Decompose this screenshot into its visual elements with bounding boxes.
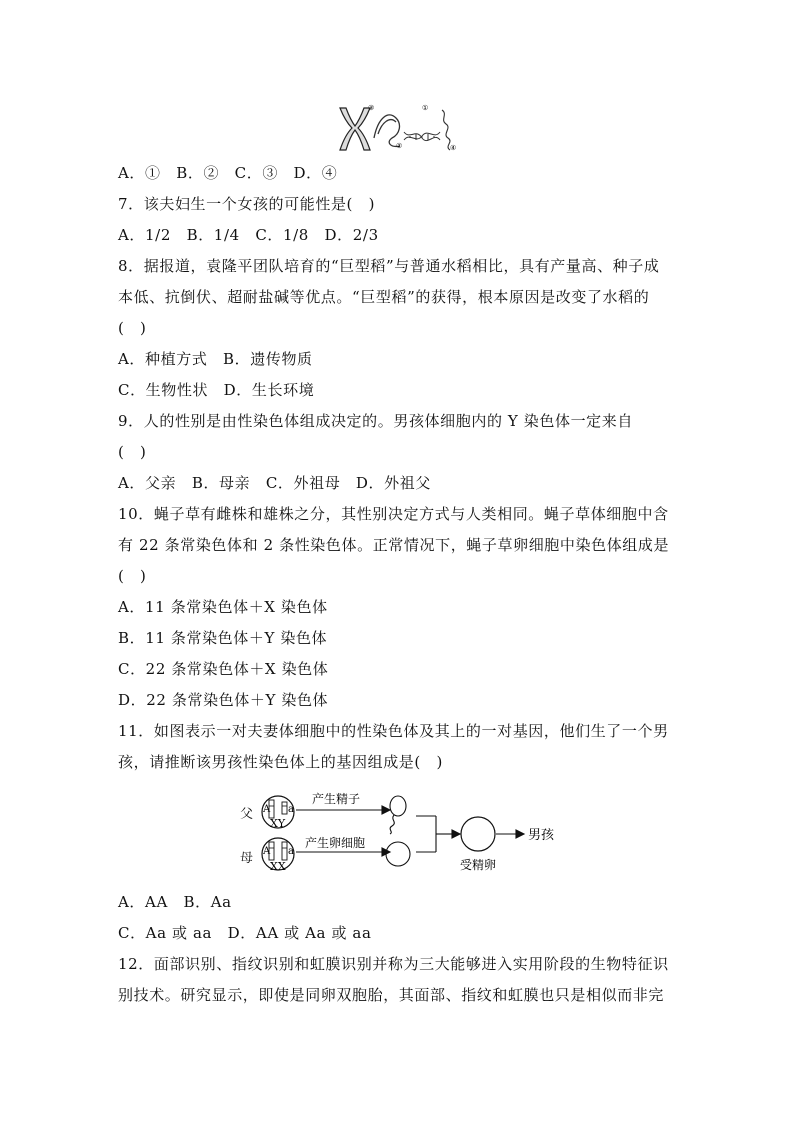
q11-options-line1: A．AA B．Aa [118,893,232,911]
dna-helix [404,132,440,141]
arrow-egg-label: 产生卵细胞 [305,836,366,850]
chromosome-dna-figure [330,98,460,156]
mother-chromosomes: XX [270,860,286,873]
q8-blank: ( ) [118,319,147,337]
q8-options-line1: A．种植方式 B．遗传物质 [118,350,313,368]
q7-options: A．1/2 B．1/4 C．1/8 D．2/3 [118,226,379,244]
marker-3: ③ [368,104,375,112]
q6-options: A．① B．② C．③ D．④ [118,164,338,182]
q10-stem-line1: 10．蝇子草有雌株和雄株之分，其性别决定方式与人类相同。蝇子草体细胞中含 [118,505,669,523]
q10-stem-line2: 有 22 条常染色体和 2 条性染色体。正常情况下，蝇子草卵细胞中染色体组成是 [118,536,670,554]
q10-option-d: D．22 条常染色体＋Y 染色体 [118,691,329,709]
q11-stem-line2: 孩，请推断该男孩性染色体上的基因组成是( ) [118,753,443,771]
arrow-sperm-head [382,806,390,814]
q12-stem-line2: 别技术。研究显示，即使是同卵双胞胎，其面部、指纹和虹膜也只是相似而非完 [118,986,665,1004]
arrow-fertilization-head [452,830,460,838]
q10-option-b: B．11 条常染色体＋Y 染色体 [118,629,328,647]
q10-option-c: C．22 条常染色体＋X 染色体 [118,660,329,678]
gene-fragment [442,110,450,150]
arrow-boy-head [516,830,524,838]
marker-4: ④ [450,144,457,152]
mother-cell [262,838,294,873]
q10-blank: ( ) [118,567,147,585]
marker-2: ② [396,142,403,150]
q12-stem-line1: 12．面部识别、指纹识别和虹膜识别并称为三大能够进入实用阶段的生物特征识 [118,955,669,973]
father-label: 父 [240,807,254,822]
arrow-sperm-label: 产生精子 [312,792,361,806]
q8-stem-line1: 8．据报道，袁隆平团队培育的“巨型稻”与普通水稻相比，具有产量高、种子成 [118,257,660,275]
marker-1: ① [422,104,429,112]
sperm-icon [390,796,406,834]
father-cell [262,796,294,830]
father-chromosomes: XY [270,817,286,830]
mother-gene-A: A [263,846,271,857]
q11-stem-line1: 11．如图表示一对夫妻体细胞中的性染色体及其上的一对基因，他们生了一个男 [118,722,669,740]
q9-stem: 9．人的性别是由性染色体组成决定的。男孩体细胞内的 Y 染色体一定来自 [118,412,633,430]
zygote-icon [461,817,495,851]
q8-options-line2: C．生物性状 D．生长环境 [118,381,315,399]
egg-icon [386,842,410,866]
zygote-label: 受精卵 [460,858,497,872]
q10-option-a: A．11 条常染色体＋X 染色体 [118,598,328,616]
chromosome-shape [340,108,370,150]
q8-stem-line2: 本低、抗倒伏、超耐盐碱等优点。“巨型稻”的获得，根本原因是改变了水稻的 [118,288,650,306]
father-gene-A: A [263,804,271,815]
boy-label: 男孩 [528,828,555,843]
mother-label: 母 [240,851,254,866]
inheritance-diagram [232,790,562,875]
q11-options-line2: C．Aa 或 aa D．AA 或 Aa 或 aa [118,924,372,942]
father-gene-a: a [288,804,294,815]
q9-options: A．父亲 B．母亲 C．外祖母 D．外祖父 [118,474,431,492]
q7-stem: 7．该夫妇生一个女孩的可能性是( ) [118,195,376,213]
mother-gene-a: a [288,846,294,857]
q9-blank: ( ) [118,443,147,461]
